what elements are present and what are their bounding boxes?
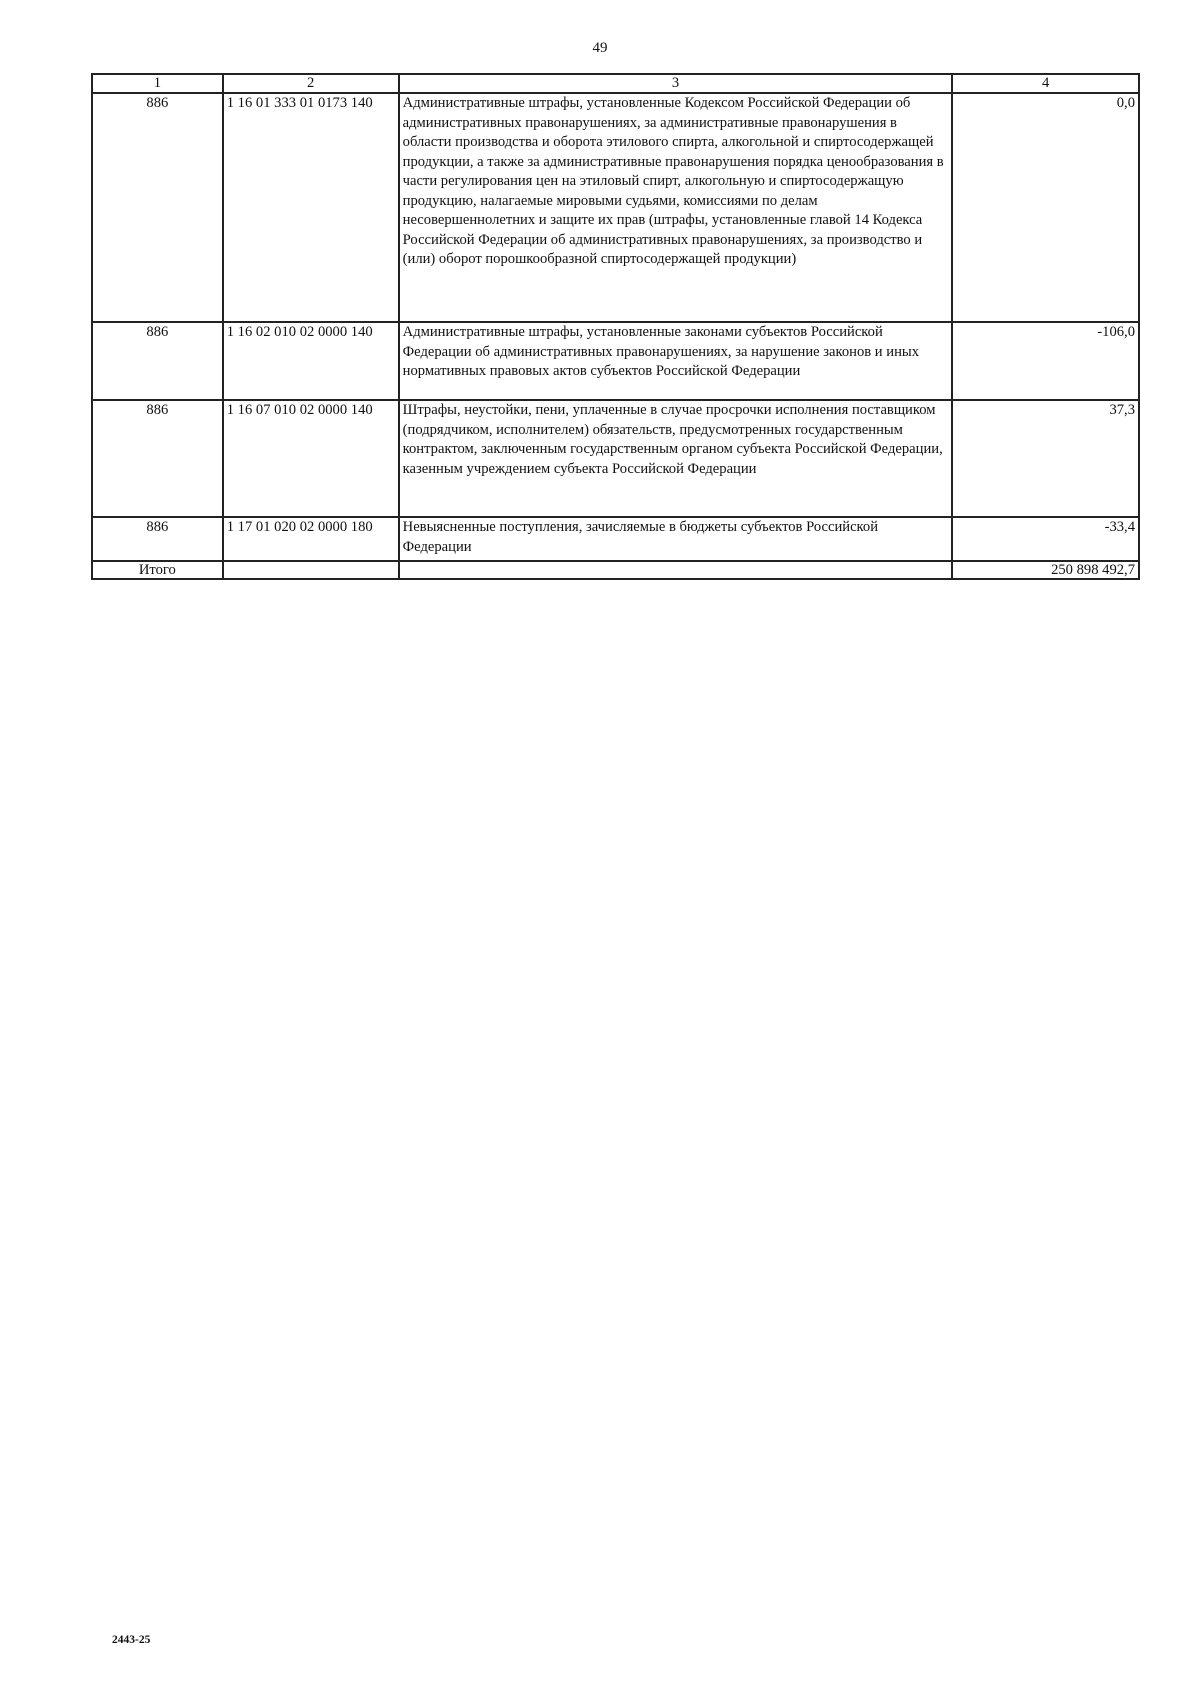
admin-code-cell: 886 bbox=[92, 517, 223, 561]
column-header-4: 4 bbox=[952, 74, 1139, 93]
total-amount: 250 898 492,7 bbox=[952, 561, 1139, 579]
total-empty-cell bbox=[399, 561, 953, 579]
column-header-2: 2 bbox=[223, 74, 399, 93]
admin-code-cell: 886 bbox=[92, 322, 223, 400]
table-row bbox=[92, 322, 1139, 400]
total-empty-cell bbox=[223, 561, 399, 579]
revenue-name-cell: Невыясненные поступления, зачисляемые в бюджеты субъектов Российской Федерации bbox=[399, 517, 953, 561]
budget-code-cell: 1 17 01 020 02 0000 180 bbox=[223, 517, 399, 561]
admin-code-cell: 886 bbox=[92, 400, 223, 517]
total-label: Итого bbox=[92, 561, 223, 579]
total-row bbox=[92, 561, 1139, 579]
page-number: 49 bbox=[592, 40, 608, 56]
budget-code-cell: 1 16 01 333 01 0173 140 bbox=[223, 93, 399, 322]
amount-cell: 0,0 bbox=[952, 93, 1139, 322]
amount-cell: -106,0 bbox=[952, 322, 1139, 400]
column-header-3: 3 bbox=[399, 74, 953, 93]
table-row bbox=[92, 400, 1139, 517]
admin-code-cell: 886 bbox=[92, 93, 223, 322]
revenue-name-cell: Административные штрафы, установленные Кодексом Российской Федерации об административных правонарушениях, за административные правонарушения в области производства и оборота этилового спирта, алкогольной и спиртосодержащей продукции, а также за административные правонарушения порядка ценообразования в части регулирования цен на этиловый спирт, алкогольную и спиртосодержащую продукцию, налагаемые мировыми судьями, комиссиями по делам несовершеннолетних и защите их прав (штрафы, установленные главой 14 Кодекса Российской Федерации об административных правонарушениях, за производство и (или) оборот порошкообразной спиртосодержащей продукции) bbox=[399, 93, 953, 322]
amount-cell: -33,4 bbox=[952, 517, 1139, 561]
column-header-1: 1 bbox=[92, 74, 223, 93]
budget-code-cell: 1 16 02 010 02 0000 140 bbox=[223, 322, 399, 400]
document-code: 2443-25 bbox=[112, 1634, 151, 1646]
table-header-row bbox=[92, 74, 1139, 93]
budget-revenue-table bbox=[91, 73, 1140, 580]
table-row bbox=[92, 93, 1139, 322]
table-row bbox=[92, 517, 1139, 561]
amount-cell: 37,3 bbox=[952, 400, 1139, 517]
revenue-name-cell: Штрафы, неустойки, пени, уплаченные в случае просрочки исполнения поставщиком (подрядчиком, исполнителем) обязательств, предусмотренных государственным контрактом, заключенным государственным органом субъекта Российской Федерации, казенным учреждением субъекта Российской Федерации bbox=[399, 400, 953, 517]
budget-code-cell: 1 16 07 010 02 0000 140 bbox=[223, 400, 399, 517]
revenue-name-cell: Административные штрафы, установленные законами субъектов Российской Федерации об административных правонарушениях, за нарушение законов и иных нормативных правовых актов субъектов Российской Федерации bbox=[399, 322, 953, 400]
